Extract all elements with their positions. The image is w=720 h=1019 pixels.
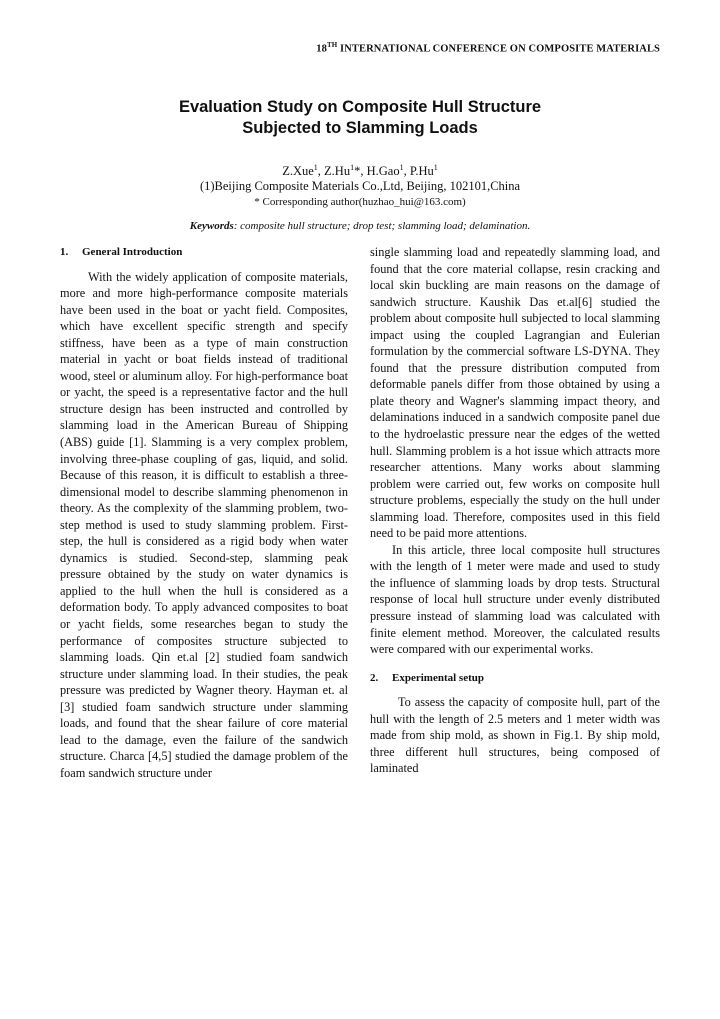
running-header [0, 41, 660, 55]
section-number: 2. [370, 671, 379, 684]
author-affiliation-mark: 1 [313, 163, 318, 172]
section-title: General Introduction [82, 246, 183, 258]
conference-name: INTERNATIONAL CONFERENCE ON COMPOSITE MATERIALS [337, 43, 660, 55]
conference-number: 18 [316, 43, 327, 55]
intro-paragraph-1-continued: single slamming load and repeatedly slamming load, and found that the core material collapse, resin cracking and local skin buckling are main reasons on the damage of sandwich structure. Kaushik Das et.al[6] studied the problem about composite hull subjected to local slamming impact using the coupled Lagrangian and Eulerian formulation by the commercial software LS-DYNA. They found that the pressure distribution computed from deformable panels differ from those obtained by using a plate theory and Wagner's slamming impact theory, and delaminations induced in a sandwich composite panel due to the hydroelastic pressure near the edges of the wetted hull. Slamming problem is a hot issue which attracts more researcher attentions. Many works about slamming problem were carried out, few works on composite hull structure problems, especially the study on the hull under slamming load. Therefore, composites used in this field need to be paid more attentions. [370, 245, 660, 541]
left-column [60, 244, 348, 782]
section-gap [370, 658, 660, 670]
author-affiliation-mark: 1 [399, 163, 404, 172]
setup-paragraph-1: To assess the capacity of composite hull, part of the hull with the length of 2.5 meters and 1 meter width was made from ship mold, as shown in Fig.1. By ship mold, three different hull structures, being composed of laminated [370, 695, 660, 776]
title-line-1: Evaluation Study on Composite Hull Structure [178, 98, 542, 116]
right-column [370, 244, 660, 777]
intro-paragraph-1: With the widely application of composite materials, more and more high-performance composite materials have been used in the boat or yacht field. Composites, which have excellent specific strength and specify stiffness, have been as a type of main construction material in yacht or boat fields instead of traditional wood, steel or aluminum alloy. For high-performance boat or yacht, the speed is a representative factor and the hull structure design has been instructed and controlled by slamming load in the American Bureau of Shipping (ABS) guide [1]. Slamming is a very complex problem, involving three-phase coupling of gas, liquid, and solid. Because of this reason, it is difficult to establish a three-dimensional model to describe slamming phenomenon in theory. As the complexity of the slamming problem, two-step method is used to study slamming problem. First-step, the hull is considered as a rigid body when water dynamics is studied. Second-step, slamming peak pressure obtained by the study on water dynamics is applied to the hull when the hull is considered as a deformation body. To apply advanced composites to boat or yacht fields, some researches began to study the performance of composites structure subjected to slamming loads. Qin et.al [2] studied foam sandwich structure under slamming load. In their studies, the peak pressure was predicted by Wagner theory. Hayman et. al [3] studied foam sandwich structure under slamming loads, and found that the shear failure of core material lead to the damage, even the failure of the sandwich structure. Charca [4,5] studied the damage problem of the foam sandwich structure under [60, 269, 348, 780]
author-separator: , [317, 164, 325, 179]
author-name: Z.Xue [282, 164, 314, 179]
intro-paragraph-2: In this article, three local composite hull structures with the length of 1 meter were made and used to study the influence of slamming loads by drop tests. Structural response of local hull structure under evenly distributed pressure instead of slamming load was calculated with finite element method. Moreover, the calculated results were compared with our experimental works. [370, 542, 660, 657]
author-separator: , [403, 164, 410, 179]
keywords-line [0, 219, 720, 234]
author-affiliation-mark: 1 [433, 163, 438, 172]
section-heading-intro [60, 244, 348, 261]
corresponding-author: * Corresponding author(huzhao_hui@163.com) [254, 196, 466, 208]
section-number: 1. [60, 246, 69, 258]
keywords-text: : composite hull structure; drop test; slamming load; delamination. [233, 220, 531, 232]
author-separator: *, [354, 164, 367, 179]
author-list [0, 159, 720, 180]
section-heading-setup [370, 670, 660, 687]
section-title: Experimental setup [392, 671, 484, 684]
conference-ordinal: TH [327, 41, 338, 49]
paper-title [0, 97, 720, 139]
author-affiliation-mark: 1 [350, 163, 355, 172]
author-name: H.Gao [366, 164, 400, 179]
author-affiliation: (1)Beijing Composite Materials Co.,Ltd, Beijing, 102101,China [199, 179, 521, 193]
title-line-2: Subjected to Slamming Loads [242, 119, 478, 137]
keywords-label: Keywords [189, 220, 234, 232]
author-name: P.Hu [409, 164, 434, 179]
author-name: Z.Hu [324, 164, 351, 179]
